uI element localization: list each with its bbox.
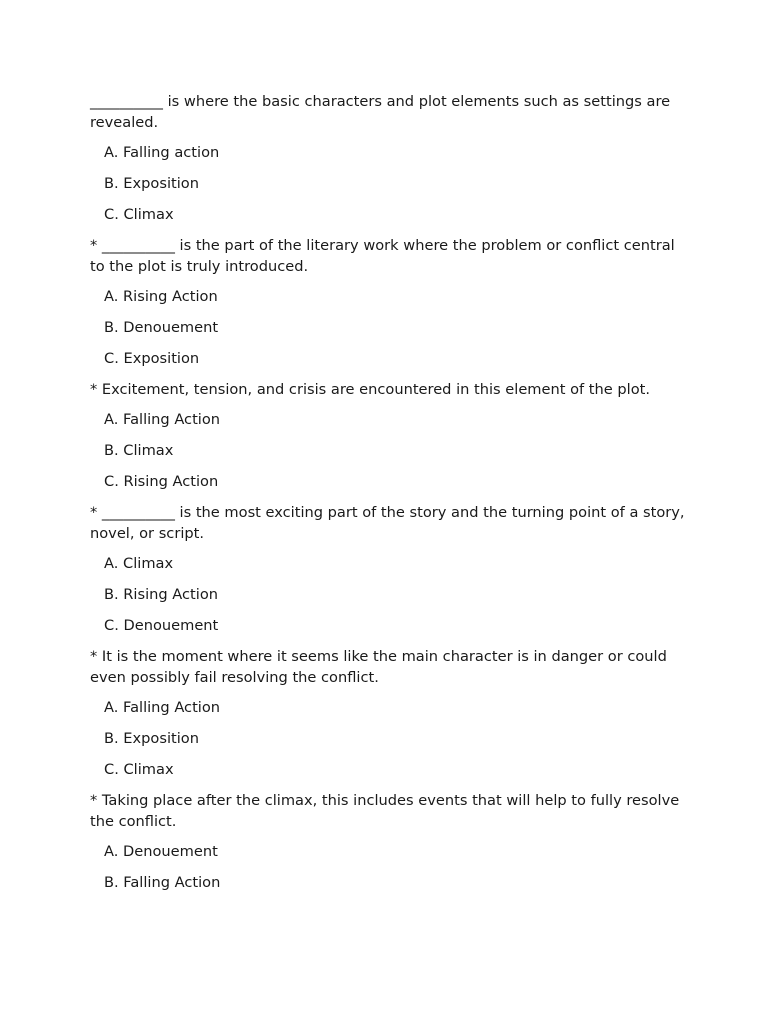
question-prompt: * __________ is the part of the literary work where the problem or conflict central to the plot is truly introduced. bbox=[90, 237, 675, 275]
option-text: Rising Action bbox=[123, 473, 219, 490]
option-letter: A. bbox=[104, 411, 119, 428]
option-text: Climax bbox=[123, 555, 174, 572]
option-letter: B. bbox=[104, 319, 119, 336]
question-prompt: * Taking place after the climax, this includes events that will help to fully resolve the conflict. bbox=[90, 792, 680, 830]
option-letter: A. bbox=[104, 144, 119, 161]
question-prompt: __________ is where the basic characters and plot elements such as settings are revealed. bbox=[90, 93, 671, 131]
option-b bbox=[104, 317, 690, 338]
option-a bbox=[104, 409, 690, 430]
question-1 bbox=[90, 91, 690, 225]
option-a bbox=[104, 841, 690, 862]
option-letter: C. bbox=[104, 206, 119, 223]
option-letter: A. bbox=[104, 288, 119, 305]
question-prompt: * Excitement, tension, and crisis are encountered in this element of the plot. bbox=[90, 381, 651, 398]
question-6 bbox=[90, 790, 690, 893]
question-prompt: * It is the moment where it seems like the main character is in danger or could even possibly fail resolving the conflict. bbox=[90, 648, 667, 686]
option-text: Denouement bbox=[123, 617, 219, 634]
option-c bbox=[104, 204, 690, 225]
question-2 bbox=[90, 235, 690, 369]
option-text: Climax bbox=[123, 761, 174, 778]
option-a bbox=[104, 697, 690, 718]
option-b bbox=[104, 440, 690, 461]
option-letter: C. bbox=[104, 761, 119, 778]
option-b bbox=[104, 584, 690, 605]
option-letter: B. bbox=[104, 730, 119, 747]
option-c bbox=[104, 759, 690, 780]
option-text: Falling Action bbox=[123, 699, 221, 716]
option-text: Falling Action bbox=[123, 874, 221, 891]
question-4 bbox=[90, 502, 690, 636]
option-letter: B. bbox=[104, 442, 119, 459]
option-text: Rising Action bbox=[123, 586, 219, 603]
question-prompt: * __________ is the most exciting part of the story and the turning point of a story, novel, or script. bbox=[90, 504, 685, 542]
option-a bbox=[104, 553, 690, 574]
option-letter: B. bbox=[104, 175, 119, 192]
option-b bbox=[104, 728, 690, 749]
option-text: Falling Action bbox=[123, 411, 221, 428]
option-text: Falling action bbox=[123, 144, 220, 161]
option-letter: B. bbox=[104, 874, 119, 891]
option-letter: B. bbox=[104, 586, 119, 603]
option-text: Exposition bbox=[123, 730, 199, 747]
option-c bbox=[104, 348, 690, 369]
option-letter: A. bbox=[104, 843, 119, 860]
option-text: Exposition bbox=[123, 175, 199, 192]
question-3 bbox=[90, 379, 690, 492]
option-letter: C. bbox=[104, 617, 119, 634]
option-letter: C. bbox=[104, 473, 119, 490]
quiz-document bbox=[90, 91, 690, 903]
option-a bbox=[104, 142, 690, 163]
option-letter: C. bbox=[104, 350, 119, 367]
option-letter: A. bbox=[104, 555, 119, 572]
option-text: Climax bbox=[123, 206, 174, 223]
option-letter: A. bbox=[104, 699, 119, 716]
option-text: Denouement bbox=[123, 319, 219, 336]
option-a bbox=[104, 286, 690, 307]
option-c bbox=[104, 615, 690, 636]
option-b bbox=[104, 872, 690, 893]
question-5 bbox=[90, 646, 690, 780]
option-text: Denouement bbox=[123, 843, 218, 860]
option-b bbox=[104, 173, 690, 194]
option-c bbox=[104, 471, 690, 492]
option-text: Climax bbox=[123, 442, 174, 459]
option-text: Exposition bbox=[123, 350, 200, 367]
option-text: Rising Action bbox=[123, 288, 218, 305]
